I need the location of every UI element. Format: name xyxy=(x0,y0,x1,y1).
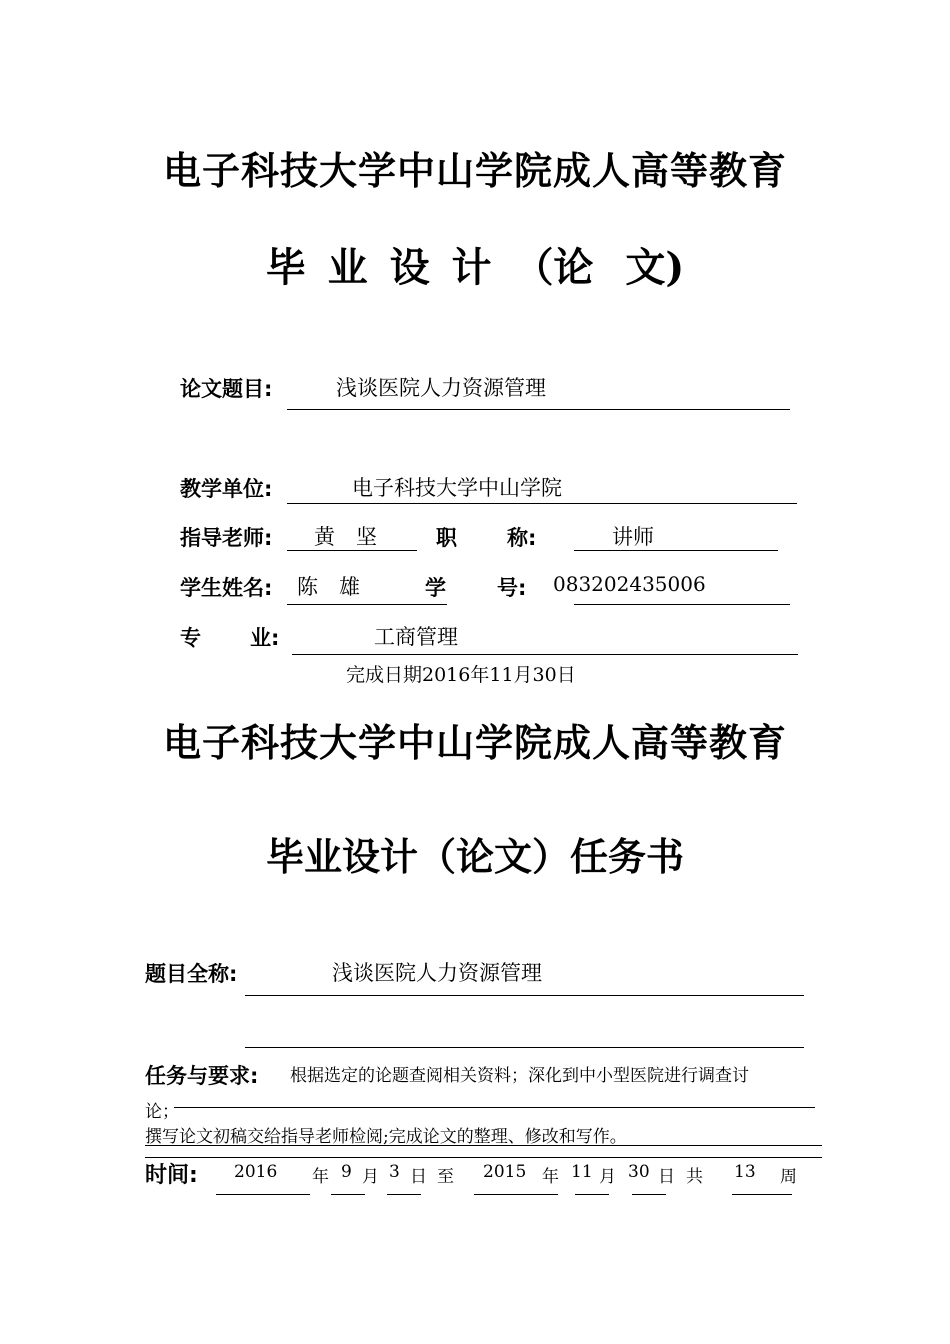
title-char: 计 xyxy=(451,244,492,291)
requirements-underline-3 xyxy=(145,1157,822,1158)
end-day: 30 xyxy=(628,1162,650,1182)
requirements-line-3: 撰写论文初稿交给指导老师检阅;完成论文的整理、修改和写作。 xyxy=(145,1127,627,1147)
weeks-value: 13 xyxy=(734,1162,756,1182)
id-label-1: 学 xyxy=(425,576,446,600)
year-char: 年 xyxy=(312,1167,329,1187)
end-year-char: 年 xyxy=(542,1167,559,1187)
advisor-underline xyxy=(287,550,417,551)
thesis-title-label: 论文题目: xyxy=(180,377,273,401)
student-underline xyxy=(287,604,447,605)
requirements-label: 任务与要求: xyxy=(145,1064,259,1088)
requirements-underline-2 xyxy=(145,1145,822,1146)
title-char: （论 xyxy=(513,244,594,291)
taskbook-title: 毕业设计（论文）任务书 xyxy=(265,834,684,879)
id-underline xyxy=(574,604,790,605)
full-title-underline-1 xyxy=(245,995,804,996)
full-title-value: 浅谈医院人力资源管理 xyxy=(332,961,542,985)
requirements-line-2: 论； xyxy=(145,1102,179,1122)
document-title xyxy=(0,236,950,293)
student-label: 学生姓名: xyxy=(180,576,273,600)
end-month: 11 xyxy=(571,1162,593,1182)
major-underline xyxy=(292,654,798,655)
requirements-underline-1 xyxy=(174,1107,815,1108)
total-char: 共 xyxy=(686,1167,703,1187)
major-value: 工商管理 xyxy=(374,625,458,649)
weeks-underline xyxy=(732,1194,792,1195)
title-char: 设 xyxy=(389,244,430,291)
id-label-2: 号: xyxy=(497,576,527,600)
unit-value: 电子科技大学中山学院 xyxy=(352,476,562,500)
rank-underline xyxy=(574,550,778,551)
start-month: 9 xyxy=(341,1162,352,1182)
advisor-value: 黄 坚 xyxy=(314,525,377,549)
thesis-title-underline xyxy=(287,409,790,410)
title-char: 业 xyxy=(327,244,368,291)
end-month-underline xyxy=(575,1194,609,1195)
month-char: 月 xyxy=(362,1167,379,1187)
week-char: 周 xyxy=(780,1167,797,1187)
start-month-underline xyxy=(331,1194,365,1195)
end-year-underline xyxy=(474,1194,558,1195)
id-value: 083202435006 xyxy=(553,572,706,596)
title-char: 文) xyxy=(625,244,685,291)
start-day: 3 xyxy=(389,1162,400,1182)
day-char: 日 xyxy=(410,1167,427,1187)
major-label-1: 专 xyxy=(180,626,201,650)
thesis-title-value: 浅谈医院人力资源管理 xyxy=(336,376,546,400)
end-day-char: 日 xyxy=(658,1167,675,1187)
time-label: 时间: xyxy=(145,1163,198,1188)
requirements-line-1: 根据选定的论题查阅相关资料；深化到中小型医院进行调查讨 xyxy=(290,1066,749,1086)
end-day-underline xyxy=(632,1194,666,1195)
full-title-underline-2 xyxy=(245,1047,804,1048)
to-char: 至 xyxy=(437,1167,454,1187)
advisor-label: 指导老师: xyxy=(180,526,273,550)
rank-label-2: 称: xyxy=(507,526,537,550)
start-year-underline xyxy=(216,1194,310,1195)
completion-date: 完成日期2016年11月30日 xyxy=(346,664,576,686)
title-char: 毕 xyxy=(265,244,306,291)
major-label-2: 业: xyxy=(250,626,280,650)
rank-value: 讲师 xyxy=(612,525,654,549)
unit-label: 教学单位: xyxy=(180,477,273,501)
rank-label-1: 职 xyxy=(436,526,457,550)
full-title-label: 题目全称: xyxy=(145,962,238,986)
start-day-underline xyxy=(387,1194,421,1195)
start-year: 2016 xyxy=(234,1162,278,1182)
unit-underline xyxy=(287,503,797,504)
end-year: 2015 xyxy=(483,1162,527,1182)
end-month-char: 月 xyxy=(599,1167,616,1187)
institution-heading: 电子科技大学中山学院成人高等教育 xyxy=(162,148,787,193)
taskbook-institution-heading: 电子科技大学中山学院成人高等教育 xyxy=(162,720,787,765)
student-value: 陈 雄 xyxy=(297,575,360,599)
